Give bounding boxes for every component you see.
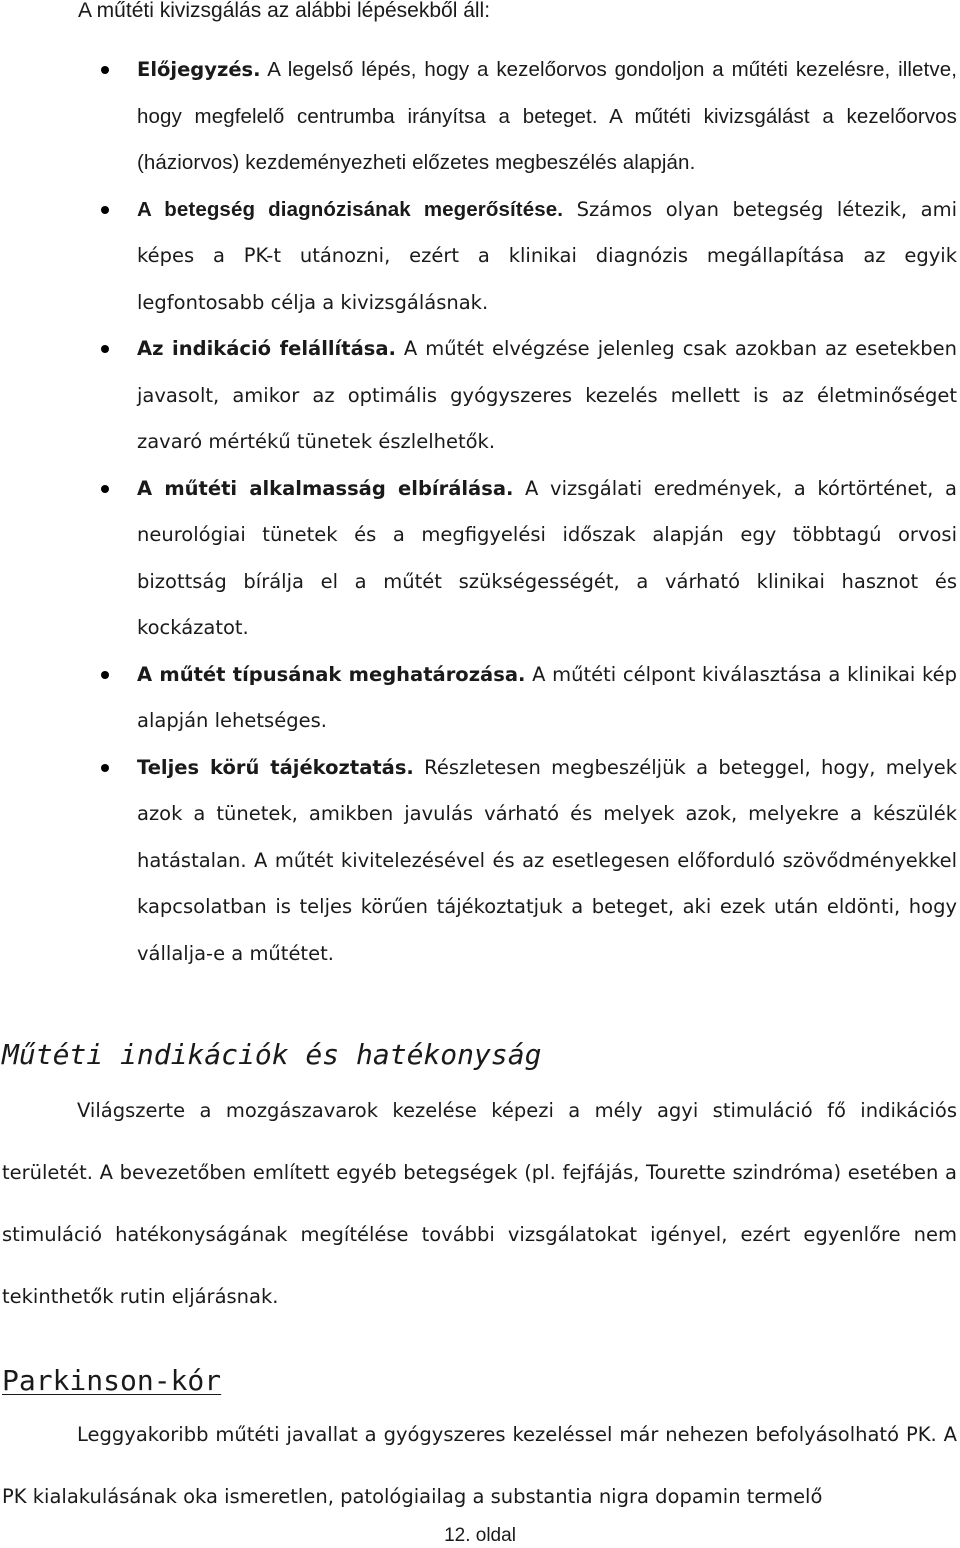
list-item [0,652,960,745]
step-text: A legelső lépés, hogy a kezelőorvos gondoljon a műtéti kezelésre, illetve, hogy megfelelő centrumba irányítsa a beteget. A műtéti kivizsgálást a kezelőorvos (háziorvos) kezdeményezheti előzetes megbeszélés alapján. [137,58,957,174]
page-number: 12. oldal [444,1525,516,1546]
bullet-icon [101,485,109,493]
intro-text: A műtéti kivizsgálás az alábbi lépésekből áll: [78,0,491,22]
step-title: A műtéti alkalmasság elbírálása. [137,476,514,500]
list-item [0,466,960,652]
section-paragraph-indications: Világszerte a mozgászavarok kezelése képezi a mély agyi stimuláció fő indikációs területét. A bevezetőben említett egyéb betegségek (pl. fejfájás, Tourette szindróma) esetében a stimuláció hatékonyságának megítélése további vizsgálatokat igényel, ezért egyenlőre nem tekinthetők rutin eljárásnak. [2,1099,957,1308]
bullet-icon [101,66,109,74]
step-text: A műtét elvégzése jelenleg csak azokban az esetekben javasolt, amikor az optimális gyógyszeres kezelés mellett is az életminőséget zavaró mértékű tünetek észlelhetők. [137,337,957,453]
list-item [0,47,960,187]
step-text: Részletesen megbeszéljük a beteggel, hogy, melyek azok a tünetek, amikben javulás várható és melyek azok, melyekre a készülék hatástalan. A műtét kivitelezésével és az esetlegesen előforduló szövődményekkel kapcsolatban is teljes körűen tájékoztatjuk a beteget, aki ezek után eldönti, hogy vállalja-e a műtétet. [137,755,957,965]
section-heading-parkinson: Parkinson-kór [2,1364,222,1397]
section-paragraph-parkinson: Leggyakoribb műtéti javallat a gyógyszeres kezeléssel már nehezen befolyásolható PK. A PK kialakulásának oka ismeretlen, patológiailag a substantia nigra dopamin termelő [2,1423,957,1508]
bullet-icon [101,345,109,353]
step-title: Az indikáció felállítása. [137,337,396,360]
step-title: A betegség diagnózisának megerősítése. [137,197,564,221]
step-text: A műtéti célpont kiválasztása a klinikai kép alapján lehetséges. [137,662,957,732]
list-item [0,745,960,978]
bullet-icon [101,764,109,772]
step-text: A vizsgálati eredmények, a kórtörténet, a neurológiai tünetek és a megfigyelési időszak alapján egy többtagú orvosi bizottság bírálja el a műtét szükségességét, a várható klinikai hasznot és kockázatot. [137,476,957,639]
steps-list [0,47,960,977]
step-title: Teljes körű tájékoztatás. [137,755,414,779]
bullet-icon [101,206,109,214]
step-title: A műtét típusának meghatározása. [137,662,526,686]
list-item [0,187,960,327]
bullet-icon [101,671,109,679]
section-heading-indications: Műtéti indikációk és hatékonyság [2,1038,542,1071]
list-item [0,326,960,466]
step-title: Előjegyzés. [137,58,261,81]
step-text: Számos olyan betegség létezik, ami képes a PK-t utánozni, ezért a klinikai diagnózis megállapítása az egyik legfontosabb célja a kivizsgálásnak. [137,197,957,314]
